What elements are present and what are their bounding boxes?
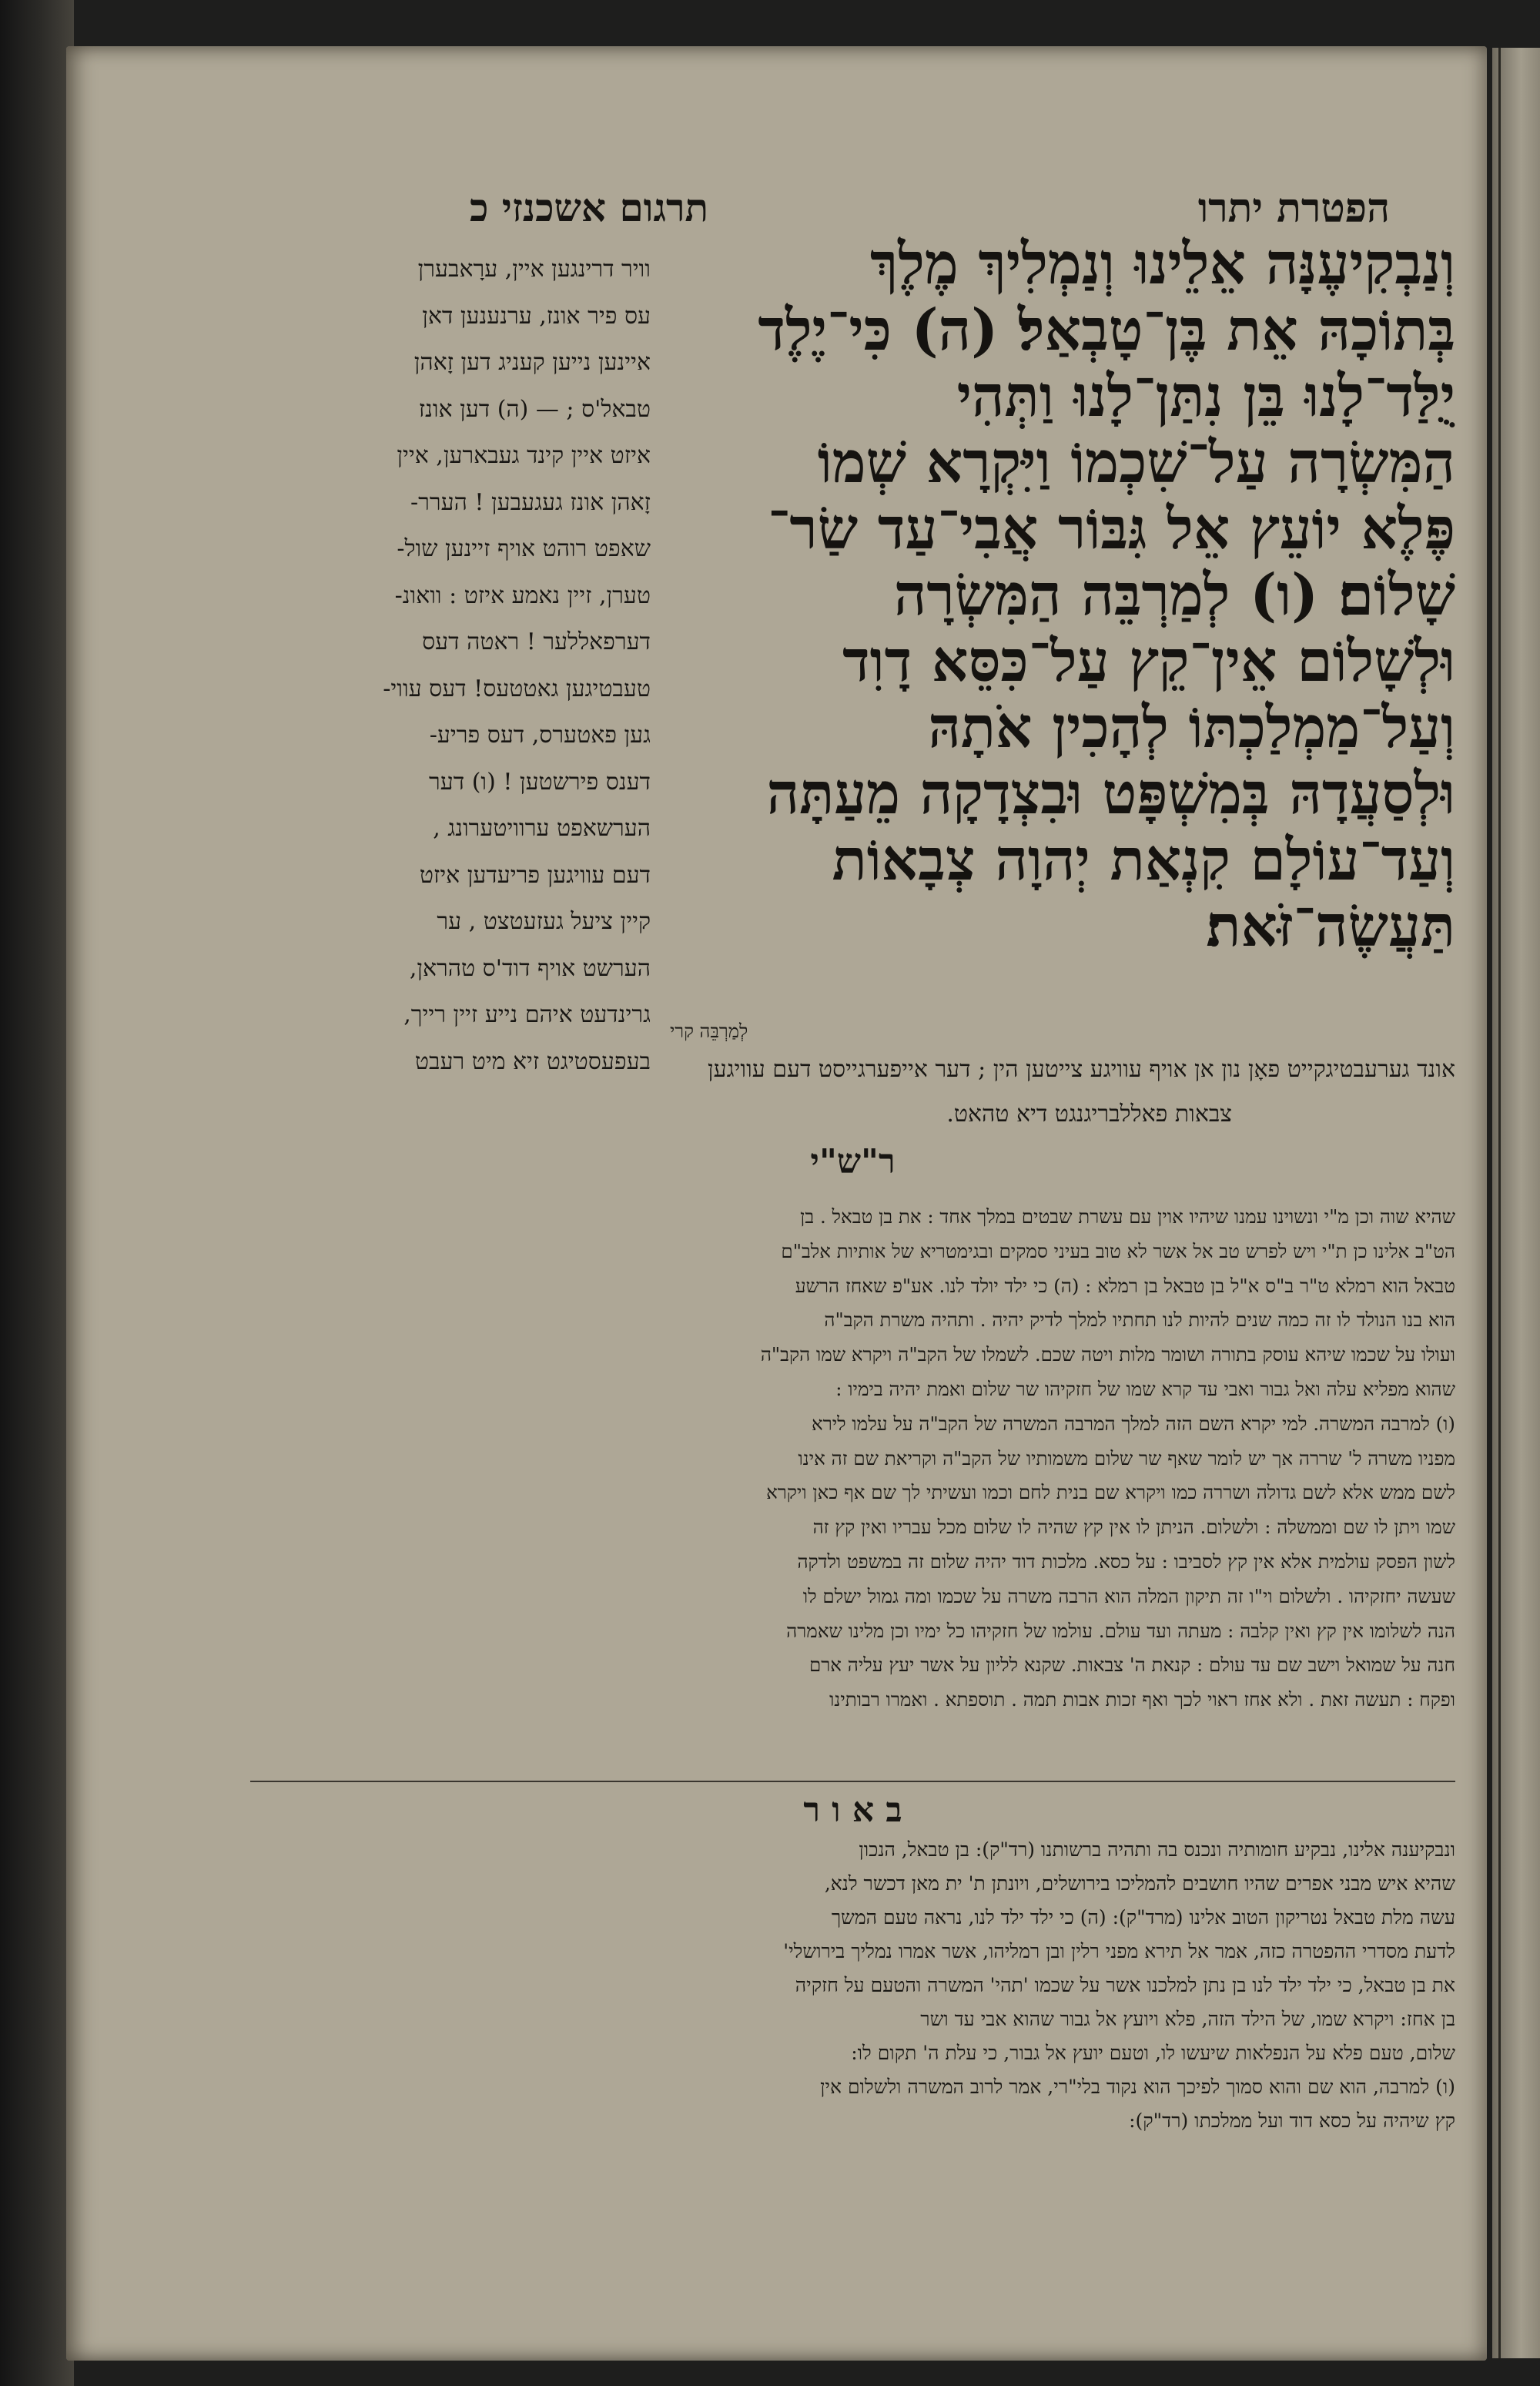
adjacent-page-edge [1492,48,1540,2358]
bible-line: הַמִּשְׂרָה עַל־שִׁכְמוֹ וַיִּקְרָא שְׁמוֹ [817,430,1455,496]
rashi-line: שהוא מפליא עלה ואל גבור ואבי עד קרא שמו של חזקיהו שר שלום ואמת יהיה בימיו : [835,1377,1455,1400]
bible-line: תַּעֲשֶׂה־זֹּאת׃ [1206,893,1455,960]
rashi-line: הט"ב אלינו כן ת"י ויש לפרש טב אל אשר לא טוב בעיני סמקים ובגימטריא של אותיות אלב"ם [781,1239,1455,1262]
bible-line: וְנַבְקִיעֶנָּה אֵלֵינוּ וְנַמְלִיךְ מֶלֶךְ [869,231,1455,297]
haftarah-title: הפטרת יתרו [1197,185,1390,232]
biur-line: לדעת מסדרי ההפטרה כזה, אמר אל תירא מפני רלין ובן רמליהו, אשר אמרו נמליך בירושלי' [783,1940,1455,1962]
rashi-line: ועולו על שכמו שיהא עוסק בתורה ושומר מלות ויטה שכם. לשמלו של הקב"ה ויקרא שמו הקב"ה [760,1343,1455,1366]
targum-line: בעפעסטיגט זיא מיט רעבט [414,1047,651,1075]
targum-line: איזט איין קינד געבארען, איין [397,442,651,469]
book-binding [0,0,74,2386]
bible-text-block [670,231,1455,960]
targum-line: שאפט רוהט אויף זיינען שול- [397,535,651,562]
targum-continuation [250,1047,1455,1137]
rashi-line: הוא בנו הנולד לו זה כמה שנים להיות לנו תחתיו למלך לדיק יהיה . ותהיה משרת הקב"ה [824,1309,1455,1332]
bible-line: פֶּלֶא יוֹעֵץ אֵל גִּבּוֹר אֲבִי־עַד שַׂר־ [768,496,1455,562]
rashi-line: מפניו משרה ל' שררה אך יש לומר שאף שר שלום משמותיו של הקב"ה וקריאת שם זה אינו [798,1446,1455,1469]
biur-commentary [250,1833,1455,2138]
biur-line: עשה מלת טבאל נטריקון הטוב אלינו (מרד"ק): (ה) כי ילד ילד לנו, נראה טעם המשך [831,1906,1455,1929]
targum-line: טעבטיגען גאטטעס! דעס עווי- [383,675,651,702]
biur-heading: ב א ו ר [803,1791,902,1830]
targum-line: טערן, זיין נאמע איזט : וואונ- [394,581,651,609]
bible-line: בְּתוֹכָהּ אֵת בֶּן־טָבְאַל׃ (ה) כִּי־יֶלֶד [758,297,1455,364]
bible-line: יֻלַּד־לָנוּ בֵּן נִתַּן־לָנוּ וַתְּהִי [956,364,1455,430]
bible-line: וּלְשָׁלוֹם אֵין־קֵץ עַל־כִּסֵּא דָוִד [842,628,1455,695]
biur-line: את בן טבאל, כי ילד ילד לנו בן נתן למלכנו אשר על שכמו 'תהי' המשרה והטעם על חזקיה [795,1974,1455,1996]
section-divider [250,1781,1455,1782]
rashi-line: ופקח : תעשה זאת . ולא אחז ראוי לכך ואף זכות אבות תמה . תוספתא . ואמרו רבותינו [829,1688,1455,1711]
targum-line: הערשט אויף דוד'ס טהראן, [409,954,651,982]
targum-column [250,246,651,1085]
targum-line: דערפאללער ! ראטה דעס [422,628,651,655]
targum-title: תרגום אשכנזי כ [469,185,708,230]
bible-line: וּלְסַעֲדָהּ בְּמִשְׁפָּט וּבִצְדָקָה מֵעַתָּה [766,761,1455,827]
rashi-line: חנה על שמואל וישב שם עד עולם : קנאת ה' צבאות. שקנא לליון על אשר יעץ עליה ארם [808,1654,1455,1677]
rashi-commentary [250,1200,1455,1717]
targum-line: דענס פירשטען ! (ו) דער [429,768,651,796]
rashi-line: לשון הפסק עולמית אלא אין קץ לסביבו : על כסא. מלכות דוד יהיה שלום זה במשפט ולדקה [797,1550,1455,1573]
targum-line: זָאהן אונז געגעבען ! הערר- [410,488,651,516]
targum-line: קיין ציעל געזעטצט , ער [437,908,651,935]
biur-line: קץ שיהיה על כסא דוד ועל ממלכתו (רד"ק): [1129,2110,1455,2132]
targum-continuation-line: אונד גערעבטיגקייט פאָן נון אן אויף עוויגע צייטען הין ; דער אייפערגייסט דעם עוויגען [708,1056,1455,1083]
biur-line: ונבקיענה אלינו, נבקיע חומותיה ונכנס בה ותהיה ברשותנו (רד"ק): בן טבאל, הנכון [859,1838,1455,1861]
targum-line: גרינדעט איהם נייע זיין רייך, [403,1001,651,1028]
targum-line: טבאל'ס ; — (ה) דען אונז [418,395,651,423]
targum-line: דעם עוויגען פריעדען איזט [419,861,651,889]
biur-line: שלום, טעם פלא על הנפלאות שיעשו לו, וטעם יועץ אל גבור, כי עלת ה' תקום לו: [851,2042,1455,2064]
bible-line: וְעַד־עוֹלָם קִנְאַת יְהוָה צְבָאוֹת [832,827,1455,893]
rashi-heading: ר"ש"י [810,1142,896,1181]
rashi-line: הנה לשלומו אין קץ ואין קלבה : מעתה ועד עולם. עולמו של חזקיהו כל ימיו וכן מלינו שאמרה [786,1619,1455,1642]
targum-line: הערשאפט ערוויטערונג , [433,815,651,842]
rashi-line: שמו ויתן לו שם וממשלה : ולשלום. הניתן לו אין קץ שהיה לו שלום מכל עבריו ואין קץ זה [812,1516,1455,1539]
rashi-line: לשם ממש אלא לשם גדולה ושררה כמו ויקרא שם בנית לחם וכמו ועשיתי לך שם אף כאן ויקרא [766,1481,1455,1504]
biur-line: בן אחז: ויקרא שמו, של הילד הזה, פלא ויועץ אל גבור שהוא אבי עד ושר [920,2008,1455,2030]
targum-line: וויר דרינגען איין, ערָאבערן [417,256,651,283]
targum-line: עס פיר אונז, ערנענען דאן [422,302,651,330]
biur-line: שהיא איש מבני אפרים שהיו חושבים להמליכו בירושלים, ויונתן ת' ית מאן דכשר לנא, [824,1872,1455,1895]
rashi-line: (ו) למרבה המשרה. למי יקרא השם הזה למלך המרבה המשרה של הקב"ה על עלמו לירא [812,1412,1455,1435]
bible-line: שָׁלוֹם׃ (ו) לְמַרְבֵּה הַמִּשְׂרָה [893,562,1455,628]
qere-note: לְמַרְבֵּה קרי [670,1020,748,1042]
targum-line: גען פאטערס, דעס פריע- [429,722,651,749]
page-edge-line [1498,48,1501,2358]
targum-line: איינען נייען קעניג דען זָאהן [413,349,651,376]
rashi-line: שעשה יחזקיהו . ולשלום וי"ו זה תיקון המלה הוא הרבה משרה על שכמו ומה גמול ישלם לו [802,1584,1455,1607]
rashi-line: שהיא שוה וכן מ"י ונשוינו עמנו שיהיו אוין עם עשרת שבטים במלך אחד : את בן טבאל . בן [800,1205,1455,1228]
rashi-line: טבאל הוא רמלא ט"ר ב"ס א"ל בן טבאל בן רמלא : (ה) כי ילד יולד לנו. אע"פ שאחז הרשע [795,1274,1455,1297]
targum-continuation-line: צבאות פאללבריגנגט דיא טהאט. [946,1101,1232,1128]
bible-line: וְעַל־מַמְלַכְתּוֹ לְהָכִין אֹתָהּ [928,695,1455,761]
biur-line: (ו) למרבה, הוא שם והוא סמוך לפיכך הוא נקוד בלי"רי, אמר לרוב המשרה ולשלום אין [820,2076,1455,2098]
